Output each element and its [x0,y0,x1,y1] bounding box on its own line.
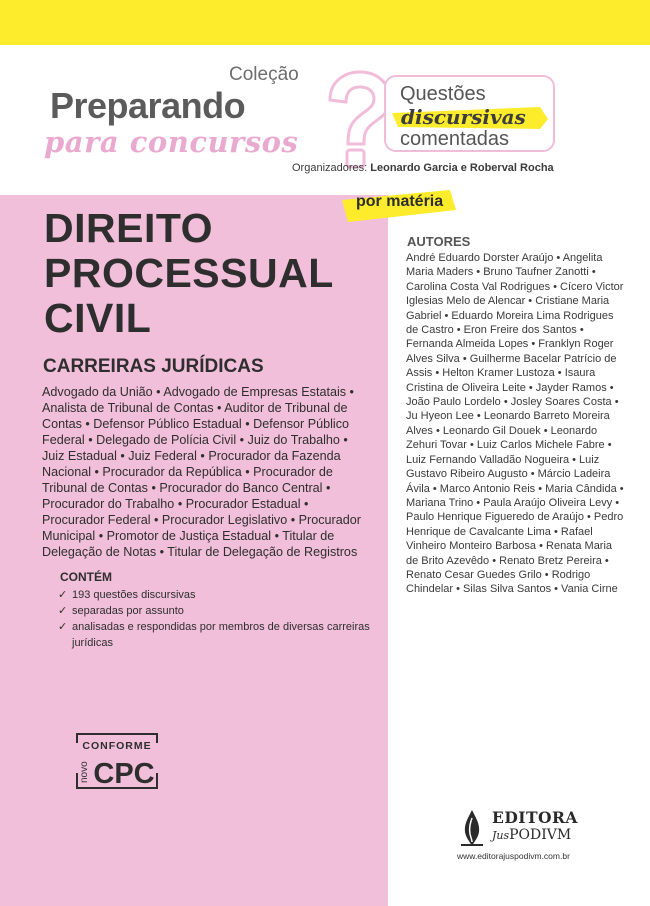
organizers [292,162,554,174]
series-subtitle: para concursos [44,125,299,159]
list-item-text: 193 questões discursivas [72,589,196,601]
badge-novo: novo [79,761,90,783]
por-materia-text: por matéria [356,193,444,210]
check-icon: ✓ [58,589,68,601]
por-materia-tag [338,188,458,224]
novo-cpc-badge [76,733,158,789]
badge-conforme: CONFORME [82,740,152,752]
series-title: Preparando [50,85,246,126]
organizers-label: Organizadores: [292,162,371,174]
comentadas-text: comentadas [400,128,509,150]
publisher-emblem-icon [458,808,486,848]
title-line-2: PROCESSUAL [44,250,334,296]
careers-list: Advogado da União • Advogado de Empresas Estatais • Analista de Tribunal de Contas • Auditor de Tribunal de Contas • Defensor Público Estadual • Defensor Público Federal • Delegado de Polícia Civil • Juiz do Trabalho • Juiz Estadual • Juiz Federal • Procurador da Fazenda Nacional • Procurador da República • Procurador de Tribunal de Contas • Procurador do Banco Central • Procurador do Trabalho • Procurador Estadual • Procurador Federal • Procurador Legislativo • Procurador Municipal • Promotor de Justiça Estadual • Titular de Delegação de Notas • Titular de Delegação de Registros [42,385,361,559]
publisher-name: EDITORA [492,808,578,827]
book-subtitle: CARREIRAS JURÍDICAS [43,356,264,377]
list-item [58,603,378,619]
badge-cpc: CPC [93,758,155,789]
book-title [44,206,334,341]
authors-list: André Eduardo Dorster Araújo • Angelita Maria Maders • Bruno Taufner Zanotti • Carolina Costa Val Rodrigues • Cícero Victor Iglesias Melo de Alencar • Cristiane Maria Gabriel • Eduardo Moreira Lima Rodrigues de Castro • Eron Freire dos Santos • Fernanda Almeida Lopes • Franklyn Roger Alves Silva • Guilherme Bacelar Patrício de Assis • Helton Kramer Lustoza • Isaura Cristina de Oliveira Leite • Jayder Ramos • João Paulo Lordelo • Josley Soares Costa • Ju Hyeon Lee • Leonardo Barreto Moreira Alves • Leonardo Gil Douek • Leonardo Zehuri Tovar • Luiz Carlos Michele Fabre • Luiz Fernando Valladão Nogueira • Luiz Gustavo Ribeiro Augusto • Márcio Ladeira Ávila • Marco Antonio Reis • Maria Cândida • Mariana Trino • Paula Araújo Oliveira Levy • Paulo Henrique Figueredo de Araújo • Pedro Henrique de Cavalcante Lima • Rafael Vinheiro Monteiro Barbosa • Renata Maria de Brito Azevêdo • Renato Bretz Pereira • Renato Cesar Guedes Grilo • Rodrigo Chindelar • Silas Silva Santos • Vania Cirne [406,252,624,596]
contem-heading: CONTÉM [60,570,112,584]
discursivas-highlight [390,103,550,131]
authors-heading: AUTORES [407,234,471,249]
check-icon: ✓ [58,605,68,617]
contem-list [58,587,378,651]
organizers-names: Leonardo Garcia e Roberval Rocha [370,162,554,174]
list-item [58,587,378,603]
discursivas-text: discursivas [401,105,526,129]
questions-box [384,75,555,152]
cover-header [0,45,650,195]
title-line-3: CIVIL [44,295,152,341]
list-item-text: analisadas e respondidas por membros de diversas carreiras jurídicas [72,621,370,649]
publisher-brand [492,827,571,843]
publisher-website: www.editorajuspodivm.com.br [457,851,570,861]
list-item-text: separadas por assunto [72,605,184,617]
top-yellow-bar [0,0,650,45]
list-item [58,619,378,651]
publisher-jus: Jus [492,829,510,842]
questoes-text: Questões [400,83,486,105]
check-icon: ✓ [58,621,68,633]
title-line-1: DIREITO [44,205,214,251]
collection-label: Coleção [229,64,299,85]
publisher-podivm: PODIVM [509,827,572,843]
